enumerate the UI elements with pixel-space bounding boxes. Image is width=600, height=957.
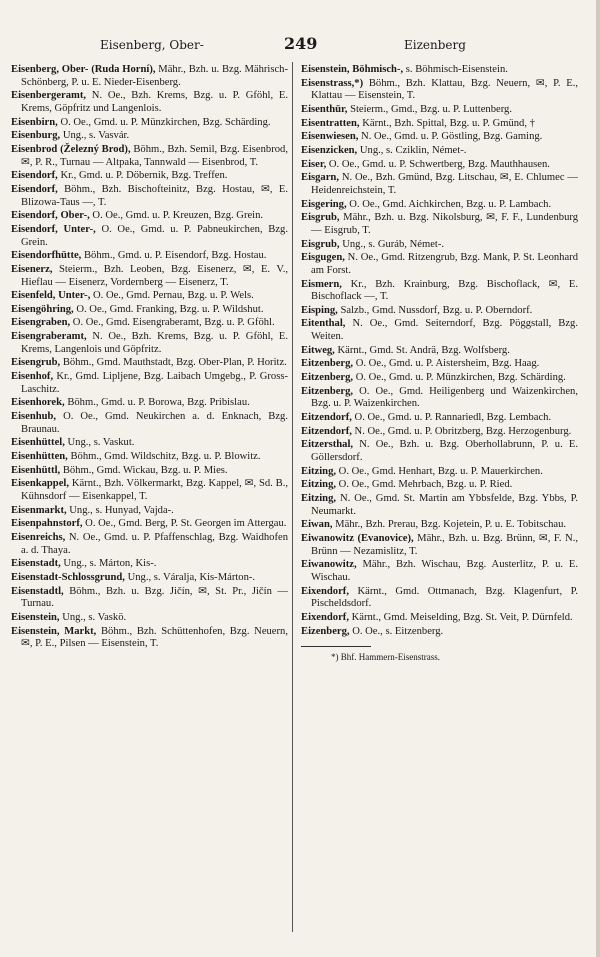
gazetteer-entry — [301, 533, 578, 558]
gazetteer-entry — [301, 212, 578, 237]
entry-headword: Eixendorf, — [301, 585, 349, 597]
entry-headword: Eitzenberg, — [301, 372, 354, 384]
entry-details: Mähr., Bzh. u. Bzg. Nikolsburg, ✉, F. F., Lundenburg — Eisgrub, T. — [311, 212, 578, 236]
entry-details: N. Oe., Gmd. Seiterndorf, Bzg. Pöggstall, Bzg. Weiten. — [311, 318, 578, 343]
entry-headword: Eisenhof, — [11, 371, 54, 383]
entry-details: O. Oe., Gmd. Eisengraberamt, Bzg. u. P. Gföhl. — [70, 317, 275, 329]
entry-details: s. Böhmisch-Eisenstein. — [403, 64, 508, 75]
gazetteer-entry — [301, 345, 578, 358]
gazetteer-entry — [301, 78, 578, 103]
gazetteer-entry — [11, 558, 288, 571]
gazetteer-entry — [301, 439, 578, 464]
entry-headword: Eiwanowitz (Evanovice), — [301, 532, 414, 544]
entry-headword: Eisentratten, — [301, 117, 360, 129]
entry-headword: Eisengöhring, — [11, 303, 74, 315]
entry-details: Ung., s. Cziklin, Német-. — [357, 144, 467, 156]
entry-headword: Eisgering, — [301, 198, 347, 210]
entry-details: Böhm., Bzh. u. Bzg. Jičín, ✉, St. Pr., Jičín — Turnau. — [21, 585, 288, 610]
gazetteer-entry — [301, 626, 578, 639]
entry-headword: Eisgrub, — [301, 212, 340, 224]
entry-headword: Eisenstein, — [11, 611, 60, 623]
gazetteer-entry — [11, 465, 288, 478]
entry-headword: Eisgrub, — [301, 238, 340, 250]
header-left-keyword: Eisenberg, Ober- — [100, 38, 204, 52]
gazetteer-entry — [301, 172, 578, 197]
entry-headword: Eisenberg, Ober- (Ruda Horní), — [11, 64, 156, 75]
entry-headword: Eisenhorek, — [11, 397, 65, 409]
entry-details: Kärnt., Gmd. Ottmanach, Bzg. Klagenfurt, P. Pischeldsdorf. — [311, 585, 578, 610]
entry-details: O. Oe., Gmd. Aichkirchen, Bzg. u. P. Lambach. — [346, 198, 552, 210]
entry-headword: Eitzenberg, — [301, 385, 354, 397]
entry-headword: Eisenbergeramt, — [11, 90, 87, 102]
gazetteer-entry — [301, 412, 578, 425]
entry-headword: Eisendorf, Unter-, — [11, 223, 96, 235]
gazetteer-entry — [11, 371, 288, 396]
entry-details: Mähr., Bzh. u. Bzg. Mährisch-Schönberg, P. u. E. Nieder-Eisenberg. — [21, 64, 288, 88]
entry-headword: Eisenstrass,*) — [301, 77, 364, 89]
entry-headword: Eisenstein, Böhmisch-, — [301, 64, 404, 75]
gazetteer-entry — [301, 118, 578, 131]
entry-details: Kr., Gmd. u. P. Döbernik, Bzg. Treffen. — [57, 170, 228, 182]
entry-details: Ung., s. Márton, Kis-. — [60, 558, 157, 570]
entry-headword: Eisenthür, — [301, 103, 348, 115]
gazetteer-entry — [11, 90, 288, 115]
gazetteer-entry — [301, 318, 578, 343]
entry-headword: Eiwanowitz, — [301, 559, 357, 571]
gazetteer-entry — [301, 131, 578, 144]
entry-details: O. Oe., Gmd. Pernau, Bzg. u. P. Wels. — [90, 290, 254, 302]
entry-headword: Eitzing, — [301, 479, 337, 491]
entry-details: Kr., Gmd. Lipljene, Bzg. Laibach Umgebg., P. Gross-Laschitz. — [21, 371, 288, 395]
entry-headword: Eisenkappel, — [11, 478, 69, 490]
gazetteer-entry — [301, 64, 578, 77]
entry-details: Kärnt., Bzh. Spittal, Bzg. u. P. Gmünd, † — [359, 117, 535, 129]
gazetteer-entry — [11, 317, 288, 330]
gazetteer-entry — [301, 305, 578, 318]
gazetteer-entry — [11, 612, 288, 625]
entry-headword: Eisenburg, — [11, 130, 61, 142]
gazetteer-entry — [301, 239, 578, 252]
gazetteer-entry — [301, 145, 578, 158]
entry-headword: Eisenmarkt, — [11, 504, 67, 516]
gazetteer-entry — [11, 264, 288, 289]
gazetteer-entry — [301, 519, 578, 532]
entry-headword: Eisenhüttl, — [11, 464, 61, 476]
entry-details: Böhm., Gmd. u. P. Eisendorf, Bzg. Hostau. — [81, 250, 267, 262]
header-right-keyword: Eizenberg — [404, 38, 466, 52]
entry-details: N. Oe., Gmd. u. P. Pfaffenschlag, Bzg. Waidhofen a. d. Thaya. — [21, 531, 288, 556]
gazetteer-entry — [11, 397, 288, 410]
entry-headword: Eitweg, — [301, 344, 335, 356]
entry-headword: Eisengraben, — [11, 317, 71, 329]
entry-headword: Eisendorf, — [11, 183, 58, 195]
gazetteer-entry — [11, 224, 288, 249]
entry-headword: Eisenbirn, — [11, 116, 58, 128]
entry-details: O. Oe., Gmd. Mehrbach, Bzg. u. P. Ried. — [336, 479, 513, 491]
gazetteer-entry — [301, 104, 578, 117]
gazetteer-entry — [11, 331, 288, 356]
entry-headword: Eisendorfhütte, — [11, 250, 82, 262]
entry-details: N. Oe., Gmd. u. P. Göstling, Bzg. Gaming. — [358, 131, 543, 143]
entry-details: O. Oe., Gmd. Henhart, Bzg. u. P. Mauerkirchen. — [336, 465, 543, 477]
entry-details: Ung., s. Hunyad, Vajda-. — [66, 504, 174, 516]
entry-headword: Eisenbrod (Železný Brod), — [11, 143, 131, 155]
entry-headword: Eisengrub, — [11, 357, 61, 369]
gazetteer-entry — [11, 250, 288, 263]
entry-headword: Eisengraberamt, — [11, 331, 87, 343]
entry-headword: Eisenreichs, — [11, 531, 66, 543]
entry-headword: Eitzing, — [301, 465, 337, 477]
gazetteer-entry — [301, 386, 578, 411]
entry-headword: Eisenstadt-Schlossgrund, — [11, 571, 125, 583]
entry-headword: Eiser, — [301, 158, 327, 170]
entry-headword: Eisenstein, Markt, — [11, 625, 97, 637]
entry-headword: Eisping, — [301, 304, 338, 316]
entry-headword: Eisenhub, — [11, 411, 57, 423]
gazetteer-entry — [301, 252, 578, 277]
gazetteer-entry — [11, 170, 288, 183]
right-column — [301, 64, 578, 934]
entry-details: O. Oe., Gmd. Berg, P. St. Georgen im Attergau. — [82, 518, 287, 530]
gazetteer-entry — [11, 184, 288, 209]
right-entries — [301, 64, 578, 638]
column-divider — [292, 62, 293, 932]
entry-details: Kärnt., Bzh. Völkermarkt, Bzg. Kappel, ✉, Sd. B., Kühnsdorf — Eisenkappel, T. — [21, 478, 288, 502]
gazetteer-entry — [301, 493, 578, 518]
entry-details: Mähr., Bzh. u. Bzg. Brünn, ✉, F. N., Brünn — Nezamislitz, T. — [311, 532, 578, 557]
entry-details: Böhm., Bzh. Semil, Bzg. Eisenbrod, ✉, P. R., Turnau — Altpaka, Tannwald — Eisenbrod, T. — [21, 143, 288, 168]
entry-details: O. Oe., Gmd. u. P. Aistersheim, Bzg. Haag. — [353, 358, 540, 370]
gazetteer-entry — [11, 64, 288, 89]
entry-headword: Eisenfeld, Unter-, — [11, 290, 91, 302]
gazetteer-entry — [301, 358, 578, 371]
entry-headword: Eisendorf, Ober-, — [11, 210, 90, 222]
gazetteer-entry — [11, 518, 288, 531]
gazetteer-entry — [11, 117, 288, 130]
gazetteer-entry — [11, 451, 288, 464]
entry-details: Kr., Bzh. Krainburg, Bzg. Bischoflack, ✉, E. Bischoflack —, T. — [311, 278, 578, 303]
gazetteer-entry — [301, 559, 578, 584]
entry-headword: Eitzendorf, — [301, 425, 352, 437]
entry-details: O. Oe., Gmd. u. P. Münzkirchen, Bzg. Schärding. — [353, 372, 566, 384]
entry-details: O. Oe., Gmd. u. P. Kreuzen, Bzg. Grein. — [89, 210, 264, 222]
footnote: *) Bhf. Hammern-Eisenstrass. — [331, 652, 440, 663]
entry-details: Böhm., Gmd. Mauthstadt, Bzg. Ober-Plan, P. Horitz. — [60, 357, 287, 369]
entry-details: O. Oe., Gmd. u. P. Pabneukirchen, Bzg. Grein. — [21, 223, 288, 248]
entry-details: Steierm., Bzh. Leoben, Bzg. Eisenerz, ✉, E. V., Hieflau — Eisenerz, Vordernberg — Eisenerz, T. — [21, 263, 288, 288]
entry-headword: Eisenstadtl, — [11, 585, 64, 597]
entry-headword: Eizenberg, — [301, 625, 350, 637]
left-column — [11, 64, 288, 934]
gazetteer-entry — [11, 411, 288, 436]
entry-details: O. Oe., Gmd. Heiligenberg und Waizenkirchen, Bzg. u. P. Waizenkirchen. — [311, 385, 578, 410]
entry-details: Böhm., Gmd. u. P. Borowa, Bzg. Pribislau. — [64, 397, 250, 409]
entry-details: Mähr., Bzh. Wischau, Bzg. Austerlitz, P. u. E. Wischau. — [311, 559, 578, 583]
entry-headword: Eisenstadt, — [11, 558, 61, 570]
entry-details: O. Oe., Gmd. u. P. Schwertberg, Bzg. Mauthhausen. — [326, 158, 550, 170]
entry-headword: Eisendorf, — [11, 170, 58, 182]
gazetteer-entry — [11, 210, 288, 223]
gazetteer-entry — [11, 304, 288, 317]
entry-details: O. Oe., s. Eitzenberg. — [349, 625, 444, 637]
entry-headword: Eitzenberg, — [301, 358, 354, 370]
entry-headword: Eismern, — [301, 278, 342, 290]
gazetteer-entry — [11, 505, 288, 518]
entry-details: Böhm., Bzh. Bischofteinitz, Bzg. Hostau, ✉, E. Blizowa-Taus —, T. — [21, 183, 288, 208]
gazetteer-entry — [11, 586, 288, 611]
entry-details: Ung., s. Guráb, Német-. — [339, 238, 445, 250]
entry-headword: Eisenhüttel, — [11, 437, 65, 449]
gazetteer-entry — [11, 357, 288, 370]
entry-details: Böhm., Bzh. Klattau, Bzg. Neuern, ✉, P. E., Klattau — Eisenstein, T. — [311, 77, 578, 102]
entry-headword: Eitzersthal, — [301, 439, 354, 451]
entry-details: O. Oe., Gmd. Franking, Bzg. u. P. Wildshut. — [73, 303, 264, 315]
entry-details: Mähr., Bzh. Prerau, Bzg. Kojetein, P. u. E. Tobitschau. — [332, 519, 567, 531]
gazetteer-entry — [301, 199, 578, 212]
entry-headword: Eitenthal, — [301, 318, 346, 330]
entry-details: Ung., s. Vaskö. — [59, 611, 127, 623]
entry-details: Salzb., Gmd. Nussdorf, Bzg. u. P. Oberndorf. — [337, 304, 533, 316]
gazetteer-entry — [11, 130, 288, 143]
gazetteer-entry — [301, 159, 578, 172]
entry-details: O. Oe., Gmd. u. P. Rannariedl, Bzg. Lembach. — [351, 412, 552, 424]
entry-headword: Eisenzicken, — [301, 144, 358, 156]
entry-details: N. Oe., Gmd. u. P. Obritzberg, Bzg. Herzogenburg. — [351, 425, 572, 437]
entry-details: Steierm., Gmd., Bzg. u. P. Luttenberg. — [347, 103, 513, 115]
entry-headword: Eitzendorf, — [301, 412, 352, 424]
entry-headword: Eisgugen, — [301, 252, 345, 264]
entry-details: N. Oe., Bzh. Krems, Bzg. u. P. Gföhl, E. Krems, Göpfritz und Langenlois. — [21, 90, 288, 114]
entry-details: Kärnt., Gmd. Meiselding, Bzg. St. Veit, P. Dürnfeld. — [348, 611, 573, 623]
gazetteer-entry — [301, 426, 578, 439]
entry-details: Ung., s. Vaskut. — [64, 437, 135, 449]
entry-details: Böhm., Bzh. Schüttenhofen, Bzg. Neuern, ✉, P. E., Pilsen — Eisenstein, T. — [21, 625, 288, 650]
gazetteer-entry — [301, 479, 578, 492]
entry-details: Böhm., Gmd. Wickau, Bzg. u. P. Mies. — [60, 464, 228, 476]
gazetteer-entry — [301, 372, 578, 385]
entry-headword: Eisgarn, — [301, 172, 339, 184]
gazetteer-entry — [11, 626, 288, 651]
gazetteer-entry — [11, 532, 288, 557]
gazetteer-entry — [11, 478, 288, 503]
gazetteer-entry — [301, 612, 578, 625]
page-header — [0, 34, 600, 58]
entry-headword: Eisenerz, — [11, 263, 53, 275]
gazetteer-entry — [11, 437, 288, 450]
gazetteer-entry — [11, 290, 288, 303]
page-number: 249 — [284, 34, 318, 53]
gazetteer-entry — [11, 572, 288, 585]
gazetteer-entry — [301, 586, 578, 611]
entry-details: N. Oe., Gmd. Ritzengrub, Bzg. Mank, P. St. Leonhard am Forst. — [311, 252, 578, 276]
entry-details: Kärnt., Gmd. St. Andrä, Bzg. Wolfsberg. — [334, 344, 510, 356]
gazetteer-entry — [301, 279, 578, 304]
entry-details: Ung., s. Váralja, Kis-Márton-. — [124, 571, 256, 583]
entry-details: N. Oe., Gmd. St. Martin am Ybbsfelde, Bzg. Ybbs, P. Neumarkt. — [311, 493, 578, 517]
entry-headword: Eisenhütten, — [11, 451, 68, 463]
entry-headword: Eixendorf, — [301, 611, 349, 623]
page-edge — [596, 0, 600, 957]
entry-details: Ung., s. Vasvár. — [60, 130, 130, 142]
entry-headword: Eisenwiesen, — [301, 131, 359, 143]
entry-headword: Eiwan, — [301, 519, 333, 531]
entry-details: O. Oe., Gmd. u. P. Münzkirchen, Bzg. Schärding. — [57, 116, 271, 128]
entry-details: Böhm., Gmd. Wildschitz, Bzg. u. P. Blowitz. — [67, 451, 261, 463]
entry-headword: Eitzing, — [301, 493, 337, 504]
entry-details: N. Oe., Bzh. u. Bzg. Oberhollabrunn, P. u. E. Göllersdorf. — [311, 439, 578, 464]
entry-headword: Eisenpahnstorf, — [11, 518, 83, 530]
entry-details: N. Oe., Bzh. Krems, Bzg. u. P. Gföhl, E. Krems, Langenlois und Göpfritz. — [21, 331, 288, 355]
footnote-rule — [301, 646, 371, 647]
gazetteer-entry — [11, 144, 288, 169]
gazetteer-entry — [301, 466, 578, 479]
entry-details: O. Oe., Gmd. Neukirchen a. d. Enknach, Bzg. Braunau. — [21, 411, 288, 435]
entry-details: N. Oe., Bzh. Gmünd, Bzg. Litschau, ✉, E. Chlumec — Heidenreichstein, T. — [311, 172, 578, 196]
